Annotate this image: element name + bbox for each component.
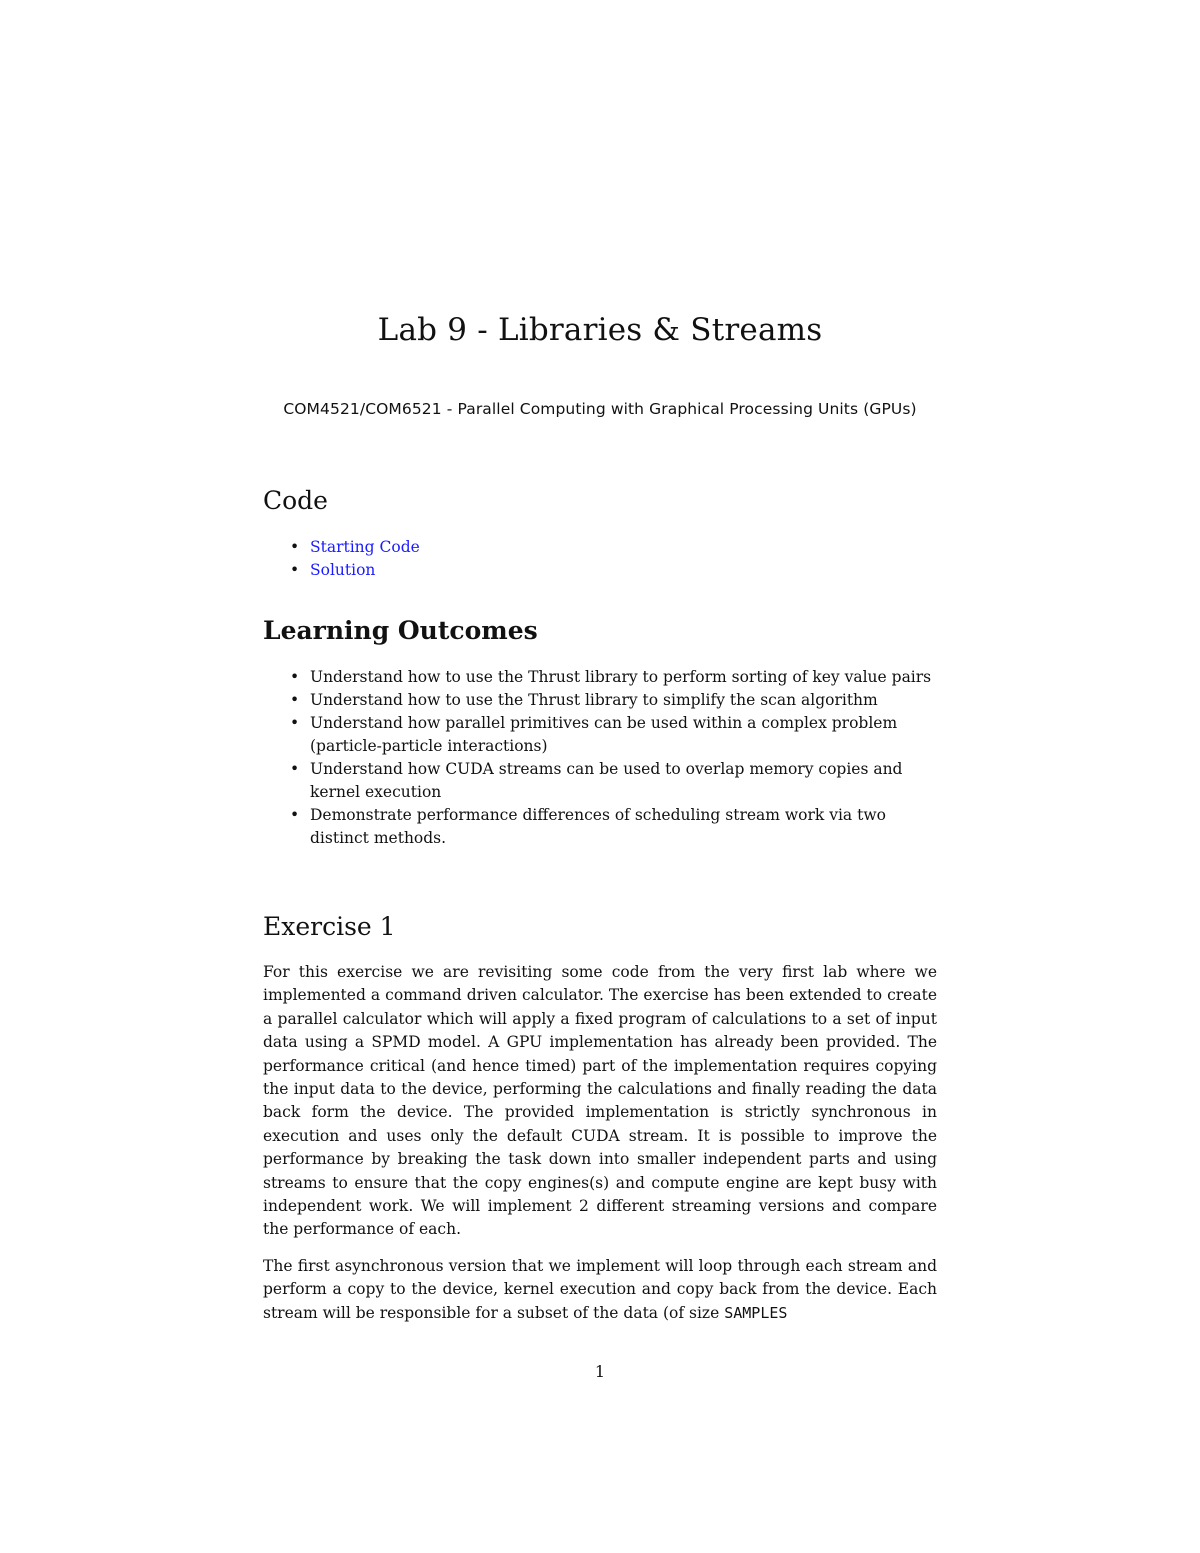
list-item bbox=[288, 666, 938, 689]
list-item bbox=[288, 689, 938, 712]
outcome-text: Demonstrate performance differences of scheduling stream work via two distinct methods. bbox=[310, 806, 886, 847]
inline-code: SAMPLES bbox=[724, 1303, 788, 1322]
list-item bbox=[288, 559, 948, 582]
learning-outcomes-list bbox=[288, 666, 938, 850]
list-item bbox=[288, 758, 938, 804]
bullet-icon: • bbox=[290, 668, 300, 686]
outcome-text: Understand how to use the Thrust library to perform sorting of key value pairs bbox=[310, 668, 932, 686]
exercise-1-heading: Exercise 1 bbox=[263, 912, 396, 941]
bullet-icon: • bbox=[290, 806, 300, 824]
page-number: 1 bbox=[594, 1362, 606, 1381]
exercise-1-paragraph-1: For this exercise we are revisiting some code from the very first lab where we implemented a command driven calculator. The exercise has been extended to create a parallel calculator which will apply a fixed program of calculations to a set of input data using a SPMD model. A GPU implementation has already been provided. The performance critical (and hence timed) part of the implementation requires copying the input data to the device, performing the calculations and finally reading the data back form the device. The provided implementation is strictly synchronous in execution and uses only the default CUDA stream. It is possible to improve the performance by breaking the task down into smaller independent parts and using streams to ensure that the copy engines(s) and compute engine are kept busy with independent work. We will implement 2 different streaming versions and compare the performance of each. bbox=[263, 963, 937, 1239]
solution-link[interactable]: Solution bbox=[310, 561, 376, 579]
code-heading: Code bbox=[263, 486, 328, 515]
outcome-text: Understand how to use the Thrust library to simplify the scan algorithm bbox=[310, 691, 878, 709]
document-title: Lab 9 - Libraries & Streams bbox=[377, 312, 823, 348]
bullet-icon: • bbox=[290, 691, 300, 709]
exercise-1-paragraph-2 bbox=[263, 1255, 937, 1325]
outcome-text: Understand how CUDA streams can be used to overlap memory copies and kernel execution bbox=[310, 760, 903, 801]
bullet-icon: • bbox=[290, 760, 300, 778]
bullet-icon: • bbox=[290, 714, 300, 732]
outcome-text: Understand how parallel primitives can be used within a complex problem (particle-particle interactions) bbox=[310, 714, 898, 755]
list-item bbox=[288, 804, 938, 850]
bullet-icon: • bbox=[290, 561, 300, 579]
paragraph-text: The first asynchronous version that we implement will loop through each stream and perform a copy to the device, kernel execution and copy back from the device. Each stream will be responsible for a subset of the data (of size bbox=[263, 1257, 937, 1322]
document-subtitle: COM4521/COM6521 - Parallel Computing with Graphical Processing Units (GPUs) bbox=[283, 400, 917, 418]
bullet-icon: • bbox=[290, 538, 300, 556]
learning-outcomes-heading: Learning Outcomes bbox=[263, 616, 538, 645]
starting-code-link[interactable]: Starting Code bbox=[310, 538, 420, 556]
list-item bbox=[288, 712, 938, 758]
code-links-list bbox=[288, 536, 948, 582]
list-item bbox=[288, 536, 948, 559]
